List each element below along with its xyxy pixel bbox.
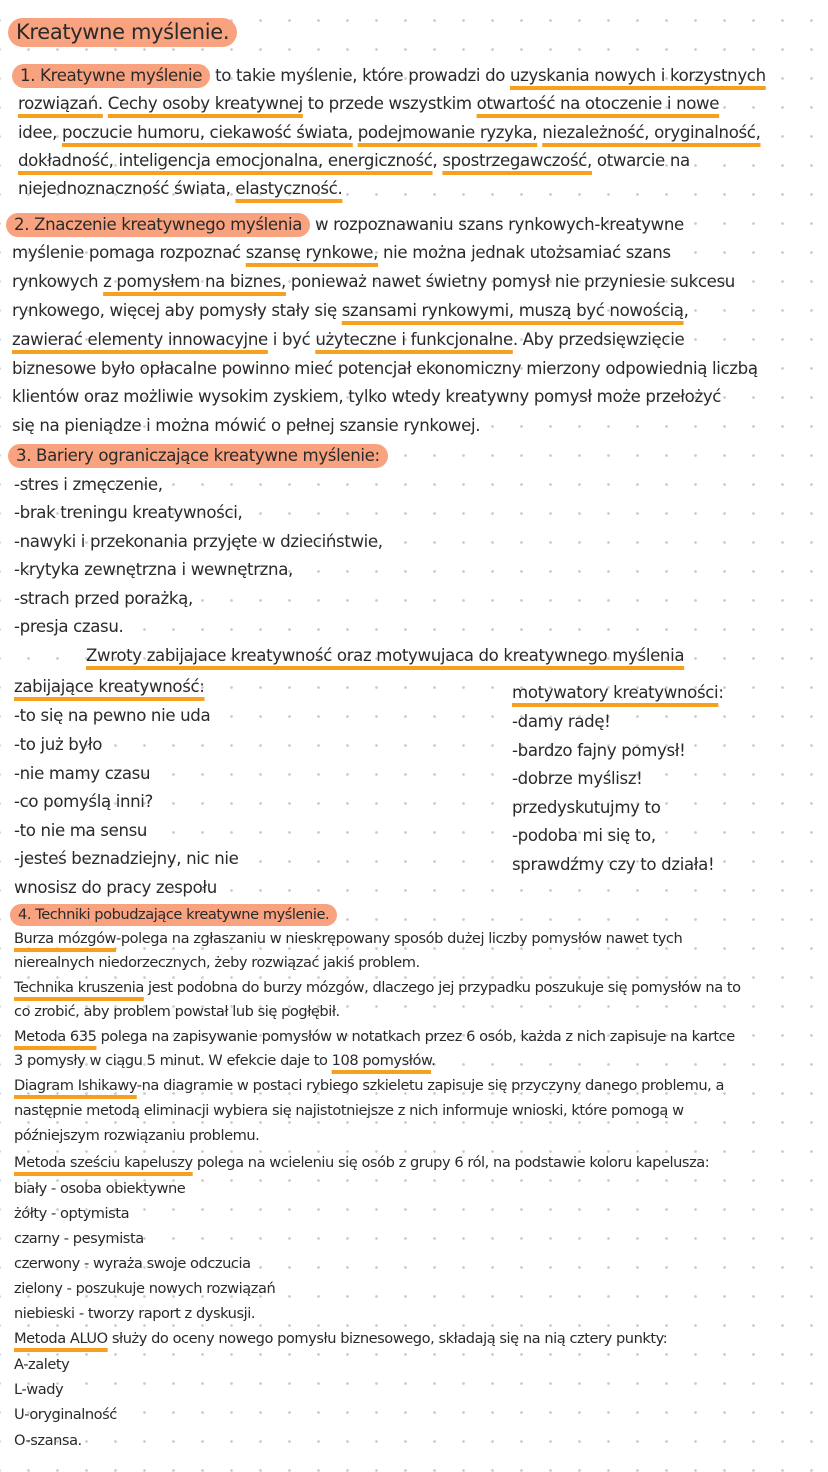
- hat-item: żółty - optymista: [14, 1205, 130, 1222]
- underlined-text: Metoda sześciu kapeluszy: [14, 1154, 193, 1171]
- text: ,: [432, 151, 443, 170]
- s4-heading: 4. Techniki pobudzające kreatywne myślenie.: [10, 904, 337, 926]
- text: ponieważ nawet świetny pomysł nie przyniesie sukcesu: [285, 272, 735, 291]
- text: polega na zapisywanie pomysłów w notatkach przez 6 osób, każda z nich zapisuje na kartce: [96, 1028, 735, 1045]
- underlined-text: Burza mózgów: [14, 930, 117, 947]
- s2-line-7: klientów oraz możliwie wysokim zyskiem, tylko wtedy kreatywny pomysł może przełożyć: [12, 387, 722, 406]
- barrier-item: -stres i zmęczenie,: [14, 475, 163, 494]
- hat-item: zielony - poszukuje nowych rozwiązań: [14, 1280, 276, 1297]
- underlined-text: rozwiązań.: [18, 94, 103, 113]
- s2-heading: 2. Znaczenie kreatywnego myślenia: [6, 213, 310, 237]
- text: nie można jednak utożsamiać szans: [378, 243, 671, 262]
- text: ,: [683, 301, 689, 320]
- s4-line: [14, 975, 741, 1001]
- text: 3 pomysły w ciągu 5 minut. W efekcie daje to: [14, 1052, 332, 1069]
- motivators-title: [512, 680, 724, 706]
- s2-line-1: [12, 212, 684, 238]
- motivator-phrase: sprawdźmy czy to działa!: [512, 855, 715, 874]
- barrier-item: -krytyka zewnętrzna i wewnętrzna,: [14, 560, 293, 579]
- motivator-phrase: -dobrze myślisz!: [512, 769, 643, 788]
- underlined-text: otwartość na otoczenie i nowe: [476, 94, 720, 113]
- text: niejednoznaczność świata,: [18, 179, 236, 198]
- text: :: [718, 683, 724, 702]
- aluo-item: A-zalety: [14, 1356, 70, 1373]
- s4-line: [14, 1048, 435, 1074]
- text: to takie myślenie, które prowadzi do: [210, 66, 510, 85]
- underlined-text: podejmowanie ryzyka,: [357, 123, 538, 142]
- s1-line-3: [18, 120, 761, 146]
- underlined-text: spostrzegawczość,: [442, 151, 592, 170]
- s2-line-3: [12, 269, 735, 295]
- s4-line: [14, 1024, 735, 1050]
- text: . Aby przedsięwzięcie: [512, 330, 685, 349]
- text: w rozpoznawaniu szans rynkowych-kreatywne: [310, 215, 684, 234]
- text: jest podobna do burzy mózgów, dlaczego jej przypadku poszukuje się pomysłów na to: [143, 979, 741, 996]
- text: myślenie pomaga rozpoznać: [12, 243, 246, 262]
- underlined-text: poczucie humoru, ciekawość świata,: [62, 123, 353, 142]
- s4-line: [14, 926, 682, 952]
- underlined-text: Diagram Ishikawy: [14, 1077, 137, 1094]
- s2-line-5: [12, 327, 684, 353]
- s1-line-1: [18, 63, 766, 89]
- s1-line-4: [18, 148, 690, 174]
- s4-line: [14, 1073, 724, 1099]
- underlined-text: z pomysłem na biznes,: [103, 272, 286, 291]
- s4-line: następnie metodą eliminacji wybiera się najistotniejsze z nich informuje wnioski, które pomogą w: [14, 1102, 684, 1119]
- underlined-text: Technika kruszenia: [14, 979, 144, 996]
- text: idee,: [18, 123, 63, 142]
- text: -polega na zgłaszaniu w nieskrępowany sposób dużej liczby pomysłów nawet tych: [116, 930, 683, 947]
- hat-item: czarny - pesymista: [14, 1230, 144, 1247]
- underlined-text: uzyskania nowych i korzystnych: [509, 66, 766, 85]
- s2-line-8: się na pieniądze i można mówić o pełnej szansie rynkowej.: [12, 416, 481, 435]
- s4-line: nierealnych niedorzecznych, żeby rozwiązać jakiś problem.: [14, 954, 420, 971]
- motivator-phrase: -bardzo fajny pomysł!: [512, 741, 686, 760]
- underlined-text: dokładność, inteligencja emocjonalna, energiczność: [18, 151, 433, 170]
- s3-heading: 3. Bariery ograniczające kreatywne myślenie:: [8, 444, 388, 468]
- hat-item: niebieski - tworzy raport z dyskusji.: [14, 1305, 256, 1322]
- motivator-phrase: przedyskutujmy to: [512, 798, 661, 817]
- s1-heading: 1. Kreatywne myślenie: [12, 64, 210, 88]
- s4-line: późniejszym rozwiązaniu problemu.: [14, 1127, 260, 1144]
- text: służy do oceny nowego pomysłu biznesowego, składają się na nią cztery punkty:: [107, 1330, 668, 1347]
- s2-line-6: biznesowe było opłacalne powinno mieć potencjał ekonomiczny mierzony odpowiednią liczbą: [12, 359, 758, 378]
- text: polega na wcieleniu się osób z grupy 6 ról, na podstawie koloru kapelusza:: [192, 1154, 710, 1171]
- underlined-text: elastyczność.: [235, 179, 343, 198]
- text: rynkowego, więcej aby pomysły stały się: [12, 301, 342, 320]
- underlined-text: Metoda 635: [14, 1028, 97, 1045]
- s2-line-4: [12, 298, 689, 324]
- underlined-text: Zwroty zabijajace kreatywność oraz motywujaca do kreatywnego myślenia: [86, 646, 685, 665]
- s4-heading-line: [16, 902, 337, 928]
- s1-line-5: [18, 176, 342, 202]
- underlined-text: motywatory kreatywności: [512, 683, 719, 702]
- killer-phrase: -to się na pewno nie uda: [14, 706, 211, 725]
- hat-item: czerwony - wyraża swoje odczucia: [14, 1255, 251, 1272]
- underlined-text: szansami rynkowymi, muszą być nowością: [341, 301, 684, 320]
- page-title: [14, 19, 237, 45]
- text: otwarcie na: [591, 151, 690, 170]
- text: rynkowych: [12, 272, 104, 291]
- s1-line-2: [18, 91, 719, 117]
- killer-phrase: -jesteś beznadziejny, nic nie: [14, 849, 239, 868]
- motivator-phrase: -damy radę!: [512, 712, 611, 731]
- s4-line: [14, 1150, 709, 1176]
- aluo-item: U-oryginalność: [14, 1406, 117, 1423]
- hat-item: biały - osoba obiektywne: [14, 1180, 186, 1197]
- aluo-item: O-szansa.: [14, 1432, 82, 1449]
- killer-phrase: -nie mamy czasu: [14, 764, 151, 783]
- title-highlight: Kreatywne myślenie.: [8, 18, 237, 47]
- text: to przede wszystkim: [302, 94, 477, 113]
- s4-line: [14, 1326, 667, 1352]
- killer-phrase: wnosisz do pracy zespołu: [14, 878, 217, 897]
- underlined-text: niezależność, oryginalność,: [542, 123, 761, 142]
- barrier-item: -nawyki i przekonania przyjęte w dzieciństwie,: [14, 532, 383, 551]
- underlined-text: użyteczne i funkcjonalne: [315, 330, 513, 349]
- phrases-heading: [86, 643, 684, 669]
- underlined-text: Cechy osoby kreatywnej: [107, 94, 303, 113]
- barrier-item: -presja czasu.: [14, 617, 124, 636]
- barrier-item: -strach przed porażką,: [14, 589, 193, 608]
- text: .: [431, 1052, 436, 1069]
- underlined-text: Metoda ALUO: [14, 1330, 108, 1347]
- killers-title: [14, 674, 205, 700]
- killer-phrase: -to już było: [14, 735, 103, 754]
- underlined-text: 108 pomysłów: [331, 1052, 432, 1069]
- underlined-text: zawierać elementy innowacyjne: [12, 330, 268, 349]
- s2-line-2: [12, 240, 671, 266]
- motivator-phrase: -podoba mi się to,: [512, 826, 656, 845]
- text: i być: [267, 330, 316, 349]
- text: -na diagramie w postaci rybiego szkieletu zapisuje się przyczyny danego problemu, a: [136, 1077, 725, 1094]
- s3-heading-line: [14, 443, 388, 469]
- aluo-item: L-wady: [14, 1381, 64, 1398]
- underlined-text: zabijające kreatywność:: [14, 677, 205, 696]
- s4-line: co zrobić, aby problem powstał lub się pogłębił.: [14, 1003, 340, 1020]
- underlined-text: szansę rynkowe,: [245, 243, 379, 262]
- killer-phrase: -co pomyślą inni?: [14, 792, 154, 811]
- barrier-item: -brak treningu kreatywności,: [14, 503, 243, 522]
- killer-phrase: -to nie ma sensu: [14, 821, 148, 840]
